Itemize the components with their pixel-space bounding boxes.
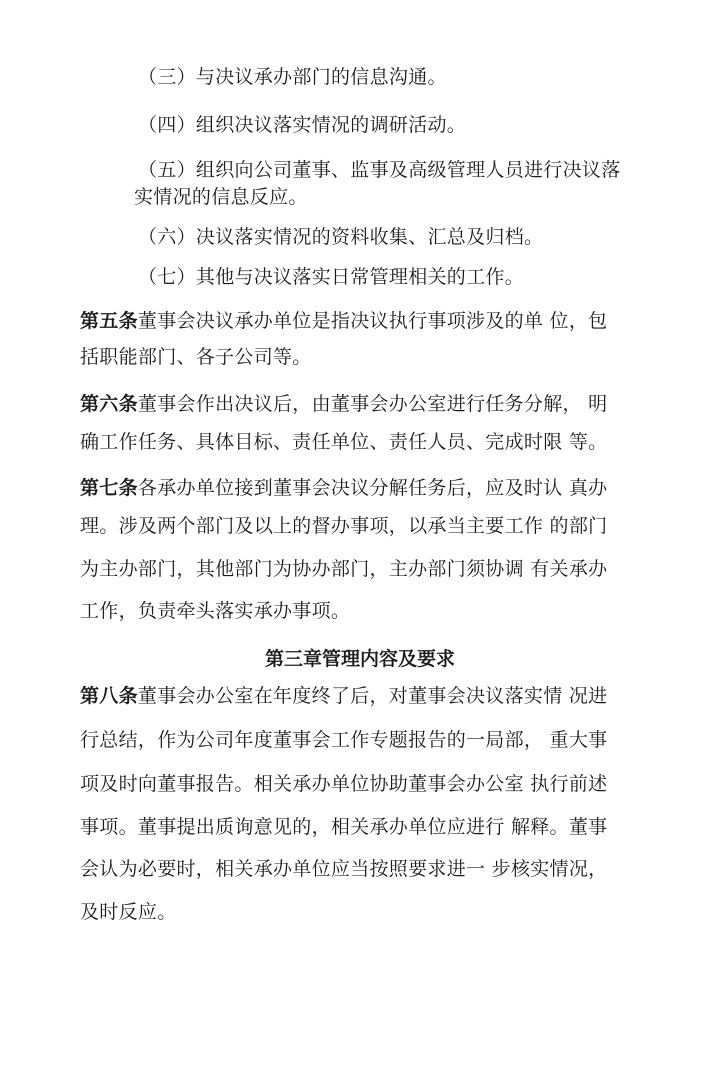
- list-item-5-line1: （五）组织向公司董事、监事及高级管理人员进行决议落: [138, 159, 621, 181]
- chapter-heading: 第三章管理内容及要求: [264, 648, 455, 670]
- article-8-line6: 及时反应。: [80, 901, 177, 923]
- article-7-label: 第七条: [80, 477, 138, 499]
- article-7-text: 各承办单位接到董事会决议分解任务后，应及时认 真办: [137, 477, 608, 499]
- list-item-5-line2: 实情况的信息反应。: [134, 186, 308, 208]
- article-7-line3: 为主办部门，其他部门为协办部门，主办部门须协调 有关承办: [80, 558, 608, 580]
- article-6-line2: 确工作任务、具体目标、责任单位、责任人员、完成时限 等。: [80, 431, 608, 453]
- list-item-7: （七）其他与决议落实日常管理相关的工作。: [138, 266, 525, 288]
- article-8-line2: 行总结，作为公司年度董事会工作专题报告的一局部， 重大事: [80, 729, 608, 751]
- article-8-line3: 项及时向董事报告。相关承办单位协助董事会办公室 执行前述: [80, 773, 608, 795]
- article-5-text: 董事会决议承办单位是指决议执行事项涉及的单 位，包: [137, 310, 608, 332]
- article-5-line1: [80, 310, 607, 332]
- article-8-text: 董事会办公室在年度终了后，对董事会决议落实情 况进: [137, 685, 608, 707]
- article-5-line2: 括职能部门、各子公司等。: [80, 346, 312, 368]
- article-6-line1: [80, 393, 607, 415]
- article-8-line1: [80, 685, 607, 707]
- list-item-4: （四）组织决议落实情况的调研活动。: [138, 114, 467, 136]
- list-item-6: （六）决议落实情况的资料收集、汇总及归档。: [138, 226, 544, 248]
- article-8-line4: 事项。董事提出质询意见的，相关承办单位应进行 解释。董事: [80, 816, 608, 838]
- article-8-line5: 会认为必要时，相关承办单位应当按照要求进一 步核实情况，: [80, 858, 608, 880]
- article-5-label: 第五条: [80, 310, 138, 332]
- list-item-3: （三）与决议承办部门的信息沟通。: [138, 66, 447, 88]
- article-6-text: 董事会作出决议后，由董事会办公室进行任务分解， 明: [137, 393, 608, 415]
- article-7-line4: 工作，负责牵头落实承办事项。: [80, 600, 351, 622]
- article-7-line1: [80, 477, 607, 499]
- article-6-label: 第六条: [80, 393, 138, 415]
- article-8-label: 第八条: [80, 685, 138, 707]
- article-7-line2: 理。涉及两个部门及以上的督办事项，以承当主要工作 的部门: [80, 515, 608, 537]
